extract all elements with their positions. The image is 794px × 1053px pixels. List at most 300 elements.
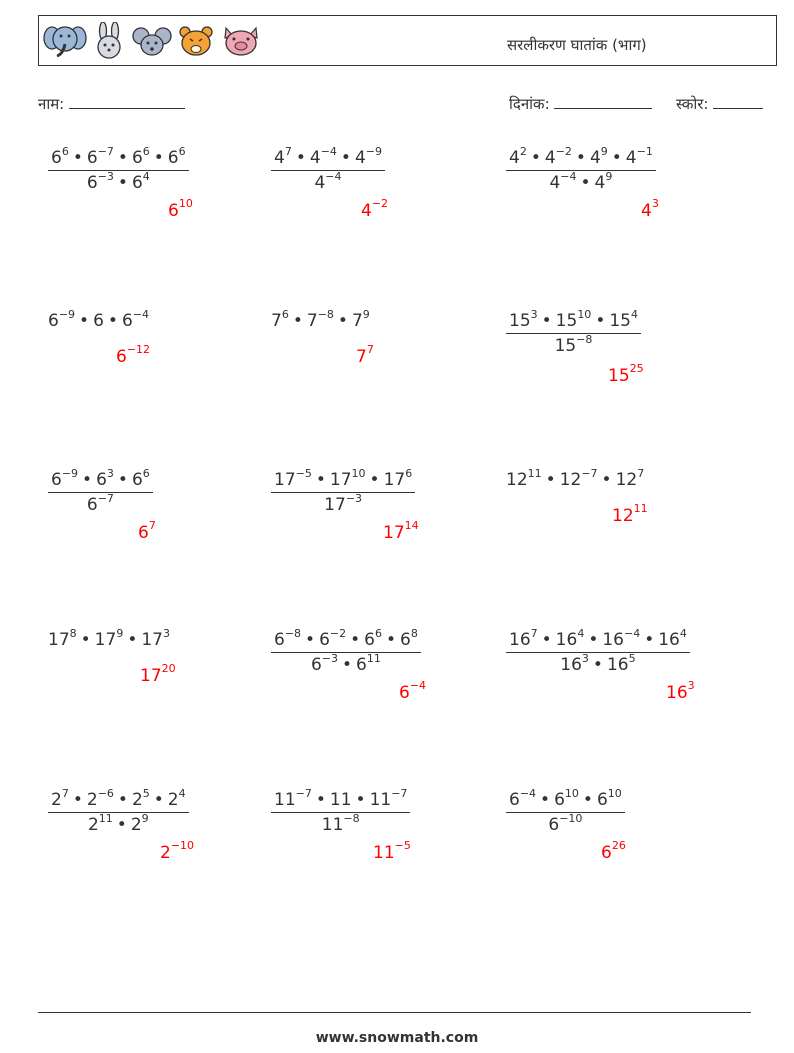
term-exponent: −7: [391, 787, 408, 800]
numerator: [271, 467, 415, 493]
term-exponent: −8: [284, 627, 302, 640]
power-term: [549, 170, 577, 193]
date-field: [509, 94, 652, 114]
term-base: 11: [321, 815, 344, 835]
term-exponent: 7: [61, 787, 69, 800]
multiply-dot: •: [541, 311, 552, 331]
term-exponent: −6: [97, 787, 114, 800]
answer-exponent: 14: [404, 519, 419, 532]
worksheet-title: सरलीकरण घातांक (भाग): [507, 36, 647, 54]
term-exponent: 4: [178, 787, 186, 800]
answer-base: 11: [373, 843, 395, 863]
tiger-icon: [175, 22, 217, 60]
denominator: [271, 493, 415, 515]
answer-exponent: −12: [126, 343, 151, 356]
answer-base: 4: [361, 201, 372, 221]
term-exponent: 5: [142, 787, 150, 800]
term-base: 6: [274, 630, 285, 650]
problem-expression: [48, 145, 189, 193]
term-exponent: 6: [142, 467, 150, 480]
term-base: 4: [594, 173, 606, 193]
term-exponent: −4: [519, 787, 537, 800]
answer-base: 4: [641, 201, 652, 221]
term-exponent: 2: [519, 145, 527, 158]
multiply-dot: •: [350, 630, 361, 650]
term-exponent: −2: [555, 145, 572, 158]
term-exponent: −10: [559, 812, 583, 825]
fraction: [271, 467, 415, 515]
power-term: [596, 787, 622, 810]
multiply-dot: •: [80, 630, 91, 650]
term-base: 4: [274, 148, 285, 168]
denominator: [48, 813, 189, 835]
fraction: [48, 467, 153, 515]
fraction: [271, 627, 421, 675]
term-base: 15: [509, 311, 531, 331]
term-base: 6: [310, 655, 322, 675]
term-exponent: −5: [295, 467, 312, 480]
denominator: [506, 653, 690, 675]
multiply-dot: •: [305, 630, 316, 650]
answer-base: 17: [383, 523, 405, 543]
term-exponent: 4: [630, 308, 638, 321]
term-base: 6: [121, 311, 133, 331]
problem-expression: [271, 627, 421, 675]
answer-value: [601, 839, 626, 863]
term-exponent: −4: [320, 145, 337, 158]
answer-exponent: 3: [687, 679, 695, 692]
answer-base: 6: [116, 347, 127, 367]
term-exponent: 6: [142, 145, 150, 158]
term-base: 16: [606, 655, 629, 675]
power-term: [51, 145, 69, 168]
problem-expression: [506, 308, 641, 356]
problem-expression: [48, 308, 149, 331]
term-base: 17: [329, 470, 352, 490]
power-term: [509, 627, 538, 650]
term-exponent: −2: [329, 627, 347, 640]
power-term: [167, 787, 186, 810]
term-base: 16: [560, 655, 582, 675]
answer-value: [138, 519, 156, 543]
term-base: 12: [506, 470, 528, 490]
term-exponent: 10: [577, 308, 592, 321]
numerator: [506, 627, 690, 653]
power-term: [544, 145, 572, 168]
power-term: [658, 627, 687, 650]
term-exponent: −9: [58, 308, 76, 321]
power-term: [602, 627, 641, 650]
term-exponent: 3: [162, 627, 170, 640]
power-term: [141, 627, 170, 650]
term-base: 7: [351, 311, 363, 331]
term-base: 6: [364, 630, 375, 650]
term-exponent: 7: [530, 627, 538, 640]
term-exponent: −7: [97, 145, 114, 158]
term-base: 6: [51, 470, 62, 490]
multiply-dot: •: [153, 148, 164, 168]
term-exponent: −1: [636, 145, 653, 158]
multiply-dot: •: [575, 148, 586, 168]
term-base: 12: [615, 470, 638, 490]
term-base: 2: [86, 790, 98, 810]
term-exponent: −7: [97, 492, 114, 505]
fraction: [271, 145, 385, 193]
term-base: 2: [130, 815, 142, 835]
power-term: [314, 170, 342, 193]
multiply-dot: •: [355, 790, 366, 810]
term-exponent: 10: [607, 787, 622, 800]
term-exponent: −8: [576, 333, 593, 346]
power-term: [609, 308, 638, 331]
fraction: [506, 627, 690, 675]
numerator: [48, 467, 153, 493]
term-exponent: 10: [564, 787, 579, 800]
term-exponent: −4: [132, 308, 149, 321]
multiply-dot: •: [295, 148, 306, 168]
term-base: 16: [658, 630, 680, 650]
denominator: [48, 493, 153, 515]
power-term: [560, 652, 589, 675]
term-base: 6: [131, 148, 143, 168]
name-label: नाम:: [38, 95, 65, 113]
answer-value: [383, 519, 419, 543]
answer-exponent: 11: [633, 502, 648, 515]
name-field: [38, 94, 185, 114]
power-term: [48, 627, 77, 650]
power-term: [555, 627, 585, 650]
footer-divider: [38, 1012, 751, 1013]
term-exponent: 6: [281, 308, 289, 321]
power-term: [86, 787, 114, 810]
power-term: [589, 145, 608, 168]
answer-exponent: 10: [178, 197, 193, 210]
answer-base: 16: [666, 683, 688, 703]
multiply-dot: •: [588, 630, 599, 650]
answer-base: 7: [356, 347, 367, 367]
term-base: 7: [271, 311, 282, 331]
problem-expression: [506, 787, 625, 835]
power-term: [321, 812, 360, 835]
term-base: 2: [51, 790, 62, 810]
multiply-dot: •: [385, 630, 397, 650]
term-base: 6: [548, 815, 560, 835]
answer-value: [168, 197, 193, 221]
term-exponent: 8: [69, 627, 77, 640]
power-term: [306, 308, 334, 331]
term-base: 6: [596, 790, 608, 810]
term-exponent: 4: [577, 627, 585, 640]
multiply-dot: •: [72, 148, 83, 168]
answer-exponent: 26: [611, 839, 626, 852]
term-exponent: −9: [61, 467, 79, 480]
power-term: [400, 627, 418, 650]
power-term: [554, 787, 579, 810]
term-exponent: 6: [374, 627, 382, 640]
term-exponent: 9: [116, 627, 124, 640]
power-term: [330, 790, 352, 810]
power-term: [383, 467, 413, 490]
power-term: [509, 787, 537, 810]
problem-expression: [48, 627, 170, 650]
problem-expression: [506, 145, 656, 193]
term-exponent: 3: [530, 308, 538, 321]
term-base: 6: [86, 148, 98, 168]
answer-exponent: −2: [371, 197, 389, 210]
term-base: 4: [354, 148, 366, 168]
power-term: [548, 812, 583, 835]
multiply-dot: •: [541, 630, 552, 650]
power-term: [625, 145, 653, 168]
power-term: [121, 308, 149, 331]
answer-value: [116, 343, 151, 367]
multiply-dot: •: [340, 148, 351, 168]
term-base: 15: [609, 311, 631, 331]
numerator: [271, 145, 385, 171]
term-exponent: 6: [61, 145, 69, 158]
term-base: 6: [554, 790, 565, 810]
power-term: [509, 308, 538, 331]
multiply-dot: •: [79, 311, 90, 331]
term-base: 4: [509, 148, 520, 168]
answer-value: [641, 197, 659, 221]
answer-value: [140, 662, 176, 686]
numerator: [271, 627, 421, 653]
term-base: 17: [383, 470, 406, 490]
multiply-dot: •: [117, 148, 128, 168]
term-base: 12: [559, 470, 582, 490]
term-exponent: 5: [628, 652, 636, 665]
term-base: 6: [509, 790, 520, 810]
multiply-dot: •: [611, 148, 622, 168]
date-blank[interactable]: [554, 94, 652, 109]
elephant-icon: [43, 22, 87, 60]
term-base: 17: [48, 630, 70, 650]
term-base: 6: [48, 311, 59, 331]
power-term: [51, 787, 69, 810]
multiply-dot: •: [292, 311, 303, 331]
answer-base: 6: [138, 523, 149, 543]
power-term: [594, 170, 613, 193]
multiply-dot: •: [315, 790, 326, 810]
power-term: [86, 145, 114, 168]
power-term: [606, 652, 636, 675]
term-exponent: 9: [600, 145, 608, 158]
term-base: 6: [86, 173, 98, 193]
power-term: [131, 145, 150, 168]
denominator: [506, 334, 641, 356]
problem-expression: [271, 308, 370, 331]
power-term: [48, 308, 76, 331]
term-base: 6: [96, 470, 107, 490]
power-term: [329, 467, 366, 490]
multiply-dot: •: [540, 790, 551, 810]
term-exponent: 3: [581, 652, 589, 665]
term-exponent: 6: [178, 145, 186, 158]
term-exponent: −3: [97, 170, 114, 183]
power-term: [131, 170, 150, 193]
multiply-dot: •: [127, 630, 138, 650]
power-term: [554, 333, 593, 356]
term-base: 4: [625, 148, 637, 168]
answer-value: [373, 839, 411, 863]
fraction: [271, 787, 410, 835]
worksheet-header: [38, 15, 777, 66]
term-base: 6: [93, 311, 104, 331]
answer-value: [608, 362, 644, 386]
term-base: 11: [329, 790, 352, 810]
term-base: 16: [509, 630, 531, 650]
denominator: [506, 813, 625, 835]
term-exponent: 11: [366, 652, 381, 665]
term-base: 4: [309, 148, 321, 168]
term-base: 6: [356, 655, 367, 675]
term-exponent: 6: [405, 467, 413, 480]
term-base: 4: [549, 173, 561, 193]
name-blank[interactable]: [69, 94, 185, 109]
problem-expression: [271, 787, 410, 835]
answer-exponent: −10: [170, 839, 195, 852]
term-exponent: 9: [362, 308, 370, 321]
multiply-dot: •: [117, 790, 128, 810]
power-term: [310, 652, 339, 675]
multiply-dot: •: [580, 173, 591, 193]
score-blank[interactable]: [713, 94, 763, 109]
denominator: [271, 653, 421, 675]
power-term: [274, 627, 302, 650]
answer-exponent: −4: [409, 679, 427, 692]
term-base: 15: [555, 311, 578, 331]
term-exponent: −3: [321, 652, 339, 665]
problem-expression: [506, 627, 690, 675]
term-exponent: 11: [527, 467, 542, 480]
power-term: [130, 812, 149, 835]
term-exponent: 7: [284, 145, 292, 158]
numerator: [48, 145, 189, 171]
power-term: [51, 467, 79, 490]
answer-exponent: 3: [651, 197, 659, 210]
multiply-dot: •: [592, 655, 603, 675]
power-term: [86, 492, 114, 515]
answer-exponent: 25: [629, 362, 644, 375]
term-base: 4: [589, 148, 601, 168]
power-term: [309, 145, 337, 168]
term-base: 6: [131, 470, 143, 490]
term-base: 17: [324, 495, 346, 515]
denominator: [48, 171, 189, 193]
term-base: 17: [274, 470, 296, 490]
multiply-dot: •: [644, 630, 655, 650]
multiply-dot: •: [337, 311, 348, 331]
term-base: 2: [167, 790, 179, 810]
term-exponent: −4: [623, 627, 641, 640]
term-base: 6: [131, 173, 143, 193]
power-term: [506, 467, 542, 490]
answer-base: 17: [140, 666, 162, 686]
power-term: [131, 787, 150, 810]
term-exponent: 8: [410, 627, 418, 640]
term-base: 6: [319, 630, 330, 650]
term-base: 6: [400, 630, 411, 650]
power-term: [555, 308, 592, 331]
multiply-dot: •: [530, 148, 541, 168]
multiply-dot: •: [582, 790, 593, 810]
multiply-dot: •: [595, 311, 606, 331]
answer-base: 6: [168, 201, 179, 221]
power-term: [351, 308, 370, 331]
answer-base: 12: [612, 506, 634, 526]
denominator: [271, 813, 410, 835]
denominator: [506, 171, 656, 193]
numerator: [48, 787, 189, 813]
term-base: 17: [141, 630, 163, 650]
term-exponent: −4: [325, 170, 342, 183]
multiply-dot: •: [82, 470, 93, 490]
answer-base: 15: [608, 366, 630, 386]
answer-base: 2: [160, 843, 171, 863]
power-term: [274, 145, 292, 168]
term-base: 11: [369, 790, 392, 810]
power-term: [274, 787, 312, 810]
answer-exponent: 20: [161, 662, 176, 675]
term-base: 16: [602, 630, 624, 650]
problem-expression: [271, 145, 385, 193]
answer-value: [361, 197, 389, 221]
answer-value: [612, 502, 648, 526]
term-base: 6: [86, 495, 98, 515]
score-label: स्कोर:: [676, 95, 709, 113]
fraction: [48, 145, 189, 193]
term-exponent: −8: [317, 308, 334, 321]
multiply-dot: •: [117, 173, 128, 193]
power-term: [131, 467, 150, 490]
problem-expression: [48, 787, 189, 835]
power-term: [94, 627, 124, 650]
problem-expression: [506, 467, 645, 490]
term-base: 17: [94, 630, 117, 650]
numerator: [506, 145, 656, 171]
multiply-dot: •: [72, 790, 83, 810]
answer-base: 6: [399, 683, 410, 703]
term-exponent: −8: [343, 812, 360, 825]
term-exponent: 10: [351, 467, 366, 480]
numerator: [506, 308, 641, 334]
term-exponent: −4: [560, 170, 577, 183]
term-exponent: 3: [106, 467, 114, 480]
answer-value: [399, 679, 427, 703]
multiply-dot: •: [601, 470, 612, 490]
pig-icon: [219, 22, 263, 60]
power-term: [354, 145, 382, 168]
fraction: [506, 308, 641, 356]
power-term: [615, 467, 645, 490]
answer-exponent: 7: [366, 343, 374, 356]
power-term: [271, 308, 289, 331]
numerator: [506, 787, 625, 813]
multiply-dot: •: [545, 470, 556, 490]
term-base: 2: [131, 790, 143, 810]
power-term: [319, 627, 347, 650]
fraction: [48, 787, 189, 835]
problem-expression: [271, 467, 415, 515]
term-exponent: 11: [98, 812, 113, 825]
term-exponent: 4: [679, 627, 687, 640]
power-term: [324, 492, 363, 515]
power-term: [87, 812, 113, 835]
mouse-icon: [131, 22, 173, 60]
term-base: 4: [314, 173, 326, 193]
power-term: [559, 467, 598, 490]
